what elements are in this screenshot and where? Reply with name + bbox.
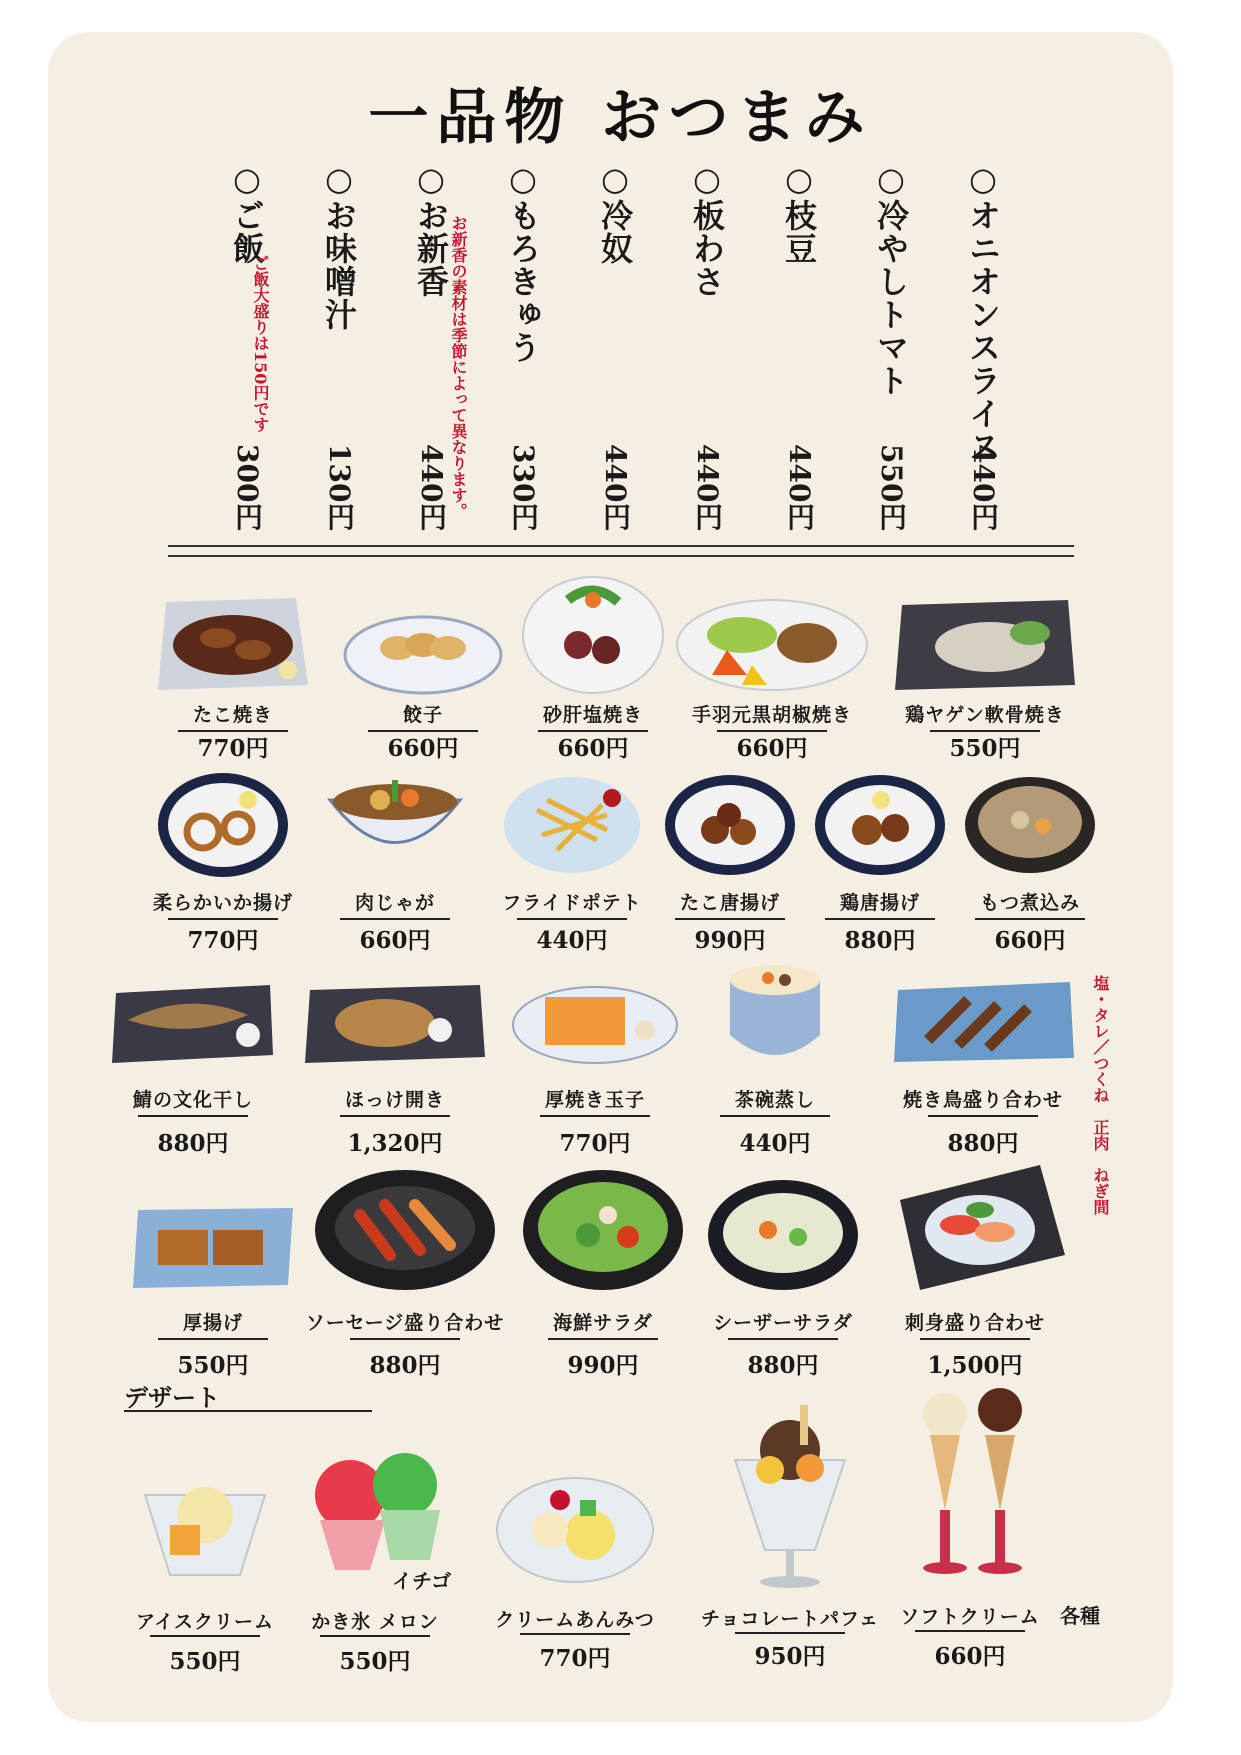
food-photo: [888, 970, 1078, 1070]
dessert-heading-underline: [124, 1410, 372, 1412]
top-item-name: ○お味噌汁: [320, 160, 358, 331]
dessert-heading: デザート: [124, 1383, 220, 1412]
top-item-name: ○ご飯: [228, 160, 266, 265]
dessert-name: クリームあんみつ: [495, 1609, 655, 1631]
menu-item-price: 990円: [567, 1352, 639, 1379]
menu-item-name: 焼き鳥盛り合わせ: [902, 1089, 1063, 1111]
name-underline: [825, 918, 935, 920]
food-photo: [885, 1370, 1055, 1590]
soft-cream-variety-note: 各種: [1060, 1604, 1100, 1628]
top-item-name: ○冷奴: [596, 160, 634, 265]
menu-item-price: 880円: [369, 1352, 441, 1379]
food-photo: [645, 770, 815, 880]
name-underline: [735, 1632, 845, 1634]
food-photo: [510, 975, 680, 1070]
menu-item-name: 鶏ヤゲン軟骨焼き: [905, 704, 1065, 726]
name-underline: [915, 1630, 1025, 1632]
top-item-price: 300円: [231, 443, 264, 530]
top-item-price: 440円: [415, 443, 448, 530]
dessert-name: ソフトクリーム: [900, 1606, 1040, 1628]
top-item-name: ○もろきゅう: [504, 160, 542, 364]
dessert-price: 550円: [339, 1648, 411, 1675]
menu-item-name: 厚揚げ: [182, 1312, 243, 1334]
menu-item-name: 刺身盛り合わせ: [904, 1312, 1045, 1334]
kakigori-flavor-note: イチゴ: [392, 1569, 452, 1593]
menu-item-price: 660円: [557, 735, 629, 762]
name-underline: [720, 1115, 830, 1117]
menu-item-price: 660円: [387, 735, 459, 762]
menu-item-name: 砂肝塩焼き: [542, 704, 643, 726]
name-underline: [158, 1338, 268, 1340]
menu-item-name: 餃子: [402, 704, 443, 726]
menu-item-name: 肉じゃが: [354, 892, 435, 914]
menu-item-name: たこ焼き: [192, 704, 273, 726]
food-photo: [300, 975, 490, 1070]
name-underline: [138, 1115, 248, 1117]
food-photo: [120, 1455, 290, 1595]
food-photo: [945, 770, 1115, 880]
top-item-edamame: [774, 160, 824, 530]
dessert-price: 770円: [539, 1645, 611, 1672]
top-item-name: ○冷やしトマト: [872, 160, 910, 397]
top-item-price: 440円: [783, 443, 816, 530]
menu-item-price: 1,320円: [347, 1130, 443, 1157]
section-divider: [168, 545, 1074, 557]
name-underline: [920, 1338, 1030, 1340]
menu-item-price: 550円: [949, 735, 1021, 762]
dessert-name: アイスクリーム: [135, 1611, 275, 1633]
top-item-price: 130円: [323, 443, 356, 530]
food-photo: [698, 1175, 868, 1295]
name-underline: [517, 918, 627, 920]
name-underline: [675, 918, 785, 920]
dessert-price: 950円: [754, 1643, 826, 1670]
food-photo: [338, 590, 508, 700]
dessert-name: チョコレートパフェ: [700, 1608, 880, 1630]
rice-note: ご飯大盛りは150円です: [251, 255, 270, 433]
food-photo: [880, 1160, 1070, 1295]
top-item-hiyayakko: [590, 160, 640, 530]
top-item-morokyu: [498, 160, 548, 530]
food-photo: [490, 1460, 660, 1590]
menu-item-price: 660円: [994, 927, 1066, 954]
dessert-price: 550円: [169, 1648, 241, 1675]
menu-item-price: 770円: [187, 927, 259, 954]
menu-item-price: 880円: [844, 927, 916, 954]
menu-item-price: 660円: [359, 927, 431, 954]
menu-item-name: 茶碗蒸し: [734, 1089, 815, 1111]
menu-item-name: たこ唐揚げ: [679, 892, 780, 914]
food-photo: [890, 595, 1080, 700]
top-item-name: ○オニオンスライス: [964, 160, 1002, 463]
food-photo: [310, 770, 480, 880]
top-item-name: ○お新香: [412, 160, 450, 298]
name-underline: [168, 918, 278, 920]
food-photo: [305, 1160, 505, 1295]
dessert-name: かき氷 メロン: [311, 1611, 439, 1633]
name-underline: [340, 1115, 450, 1117]
menu-item-price: 880円: [157, 1130, 229, 1157]
top-item-price: 440円: [599, 443, 632, 530]
yakitori-note: 塩・タレ／つくね 正肉 ねぎ間: [1091, 975, 1110, 1215]
top-item-price: 550円: [875, 443, 908, 530]
food-photo: [487, 770, 657, 880]
menu-item-price: 440円: [739, 1130, 811, 1157]
dessert-price: 660円: [934, 1643, 1006, 1670]
food-photo: [700, 1400, 880, 1590]
page-title: 一品物 おつまみ: [368, 83, 873, 153]
menu-item-name: もつ煮込み: [979, 892, 1080, 914]
top-item-price: 330円: [507, 443, 540, 530]
menu-item-name: 厚焼き玉子: [544, 1089, 645, 1111]
food-photo: [128, 1200, 298, 1295]
menu-item-name: 鶏唐揚げ: [839, 892, 920, 914]
menu-item-price: 880円: [747, 1352, 819, 1379]
top-item-price: 440円: [967, 443, 1000, 530]
name-underline: [350, 1338, 460, 1340]
menu-item-name: 鯖の文化干し: [132, 1089, 253, 1111]
menu-item-name: ソーセージ盛り合わせ: [305, 1312, 505, 1334]
top-item-onion: [958, 160, 1008, 530]
menu-item-price: 440円: [536, 927, 608, 954]
food-photo: [138, 770, 308, 880]
menu-item-price: 770円: [197, 735, 269, 762]
food-photo: [518, 1165, 688, 1295]
menu-item-name: ほっけ開き: [344, 1089, 445, 1111]
name-underline: [520, 1633, 630, 1635]
menu-item-name: フライドポテト: [502, 892, 642, 914]
menu-item-price: 550円: [177, 1352, 249, 1379]
oshinko-note: お新香の素材は季節によって異なります。: [449, 215, 468, 519]
menu-item-name: 柔らかいか揚げ: [152, 892, 293, 914]
menu-item-price: 1,500円: [927, 1352, 1023, 1379]
name-underline: [540, 1115, 650, 1117]
top-item-name: ○枝豆: [780, 160, 818, 265]
name-underline: [928, 1115, 1038, 1117]
top-item-tomato: [866, 160, 916, 530]
menu-item-price: 660円: [736, 735, 808, 762]
top-item-price: 440円: [691, 443, 724, 530]
food-photo: [108, 975, 278, 1070]
menu-item-price: 770円: [559, 1130, 631, 1157]
name-underline: [728, 1338, 838, 1340]
menu-item-price: 990円: [694, 927, 766, 954]
top-item-misoshiru: [314, 160, 364, 530]
name-underline: [975, 918, 1085, 920]
name-underline: [548, 1338, 658, 1340]
food-photo: [795, 770, 965, 880]
name-underline: [340, 918, 450, 920]
name-underline: [320, 1635, 430, 1637]
menu-item-price: 880円: [947, 1130, 1019, 1157]
top-item-name: ○板わさ: [688, 160, 726, 298]
name-underline: [150, 1635, 260, 1637]
food-photo: [148, 590, 318, 700]
food-photo: [690, 960, 860, 1075]
food-photo: [508, 570, 678, 700]
menu-item-name: シーザーサラダ: [713, 1312, 853, 1334]
top-item-itawasa: [682, 160, 732, 530]
food-photo: [672, 575, 872, 700]
menu-item-name: 手羽元黒胡椒焼き: [691, 704, 852, 726]
menu-item-name: 海鮮サラダ: [553, 1312, 653, 1334]
